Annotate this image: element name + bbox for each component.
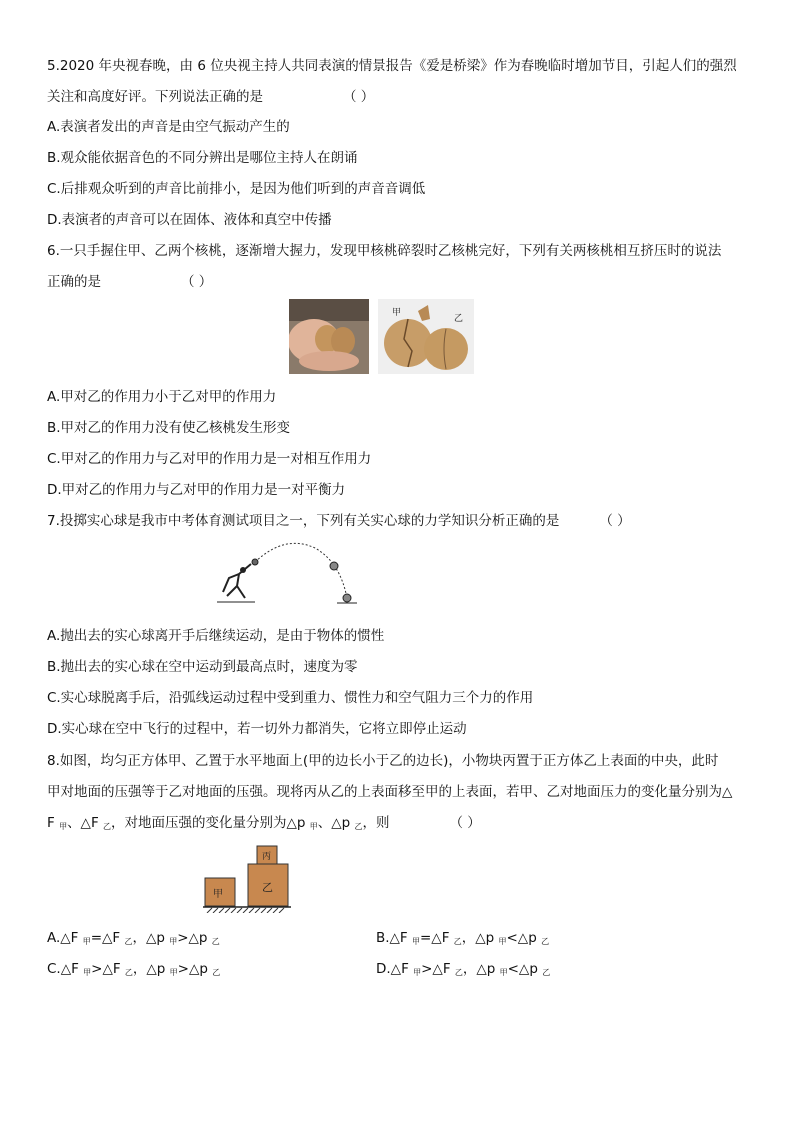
subscript: 甲 [498, 937, 507, 946]
q7-option-d: D.实心球在空中飞行的过程中，若一切外力都消失，它将立即停止运动 [47, 721, 467, 737]
walnut-label-b: 乙 [454, 314, 464, 324]
text-segment: B.△F [376, 930, 412, 946]
subscript: 乙 [211, 937, 220, 946]
text-segment: <△p [507, 961, 543, 977]
answer-parens: （ ） [181, 274, 213, 290]
subscript: 乙 [212, 968, 221, 977]
answer-parens: （ ） [343, 89, 375, 105]
subscript: 甲 [413, 968, 422, 977]
q5-stem-text: 关注和高度好评。下列说法正确的是 [47, 89, 263, 105]
q6-option-c: C.甲对乙的作用力与乙对甲的作用力是一对相互作用力 [47, 451, 372, 467]
subscript: 甲 [82, 937, 91, 946]
text-segment: D.△F [376, 961, 414, 977]
q5-stem-line1: 5.2020 年央视春晚，由 6 位央视主持人共同表演的情景报告《爱是桥梁》作为春晚临时增加节目，引起人们的强烈 [47, 58, 737, 74]
subscript: 乙 [541, 937, 550, 946]
text-segment: >△F [421, 961, 455, 977]
subscript: 甲 [169, 968, 178, 977]
q5-option-a: A.表演者发出的声音是由空气振动产生的 [47, 119, 290, 135]
walnuts-photo [378, 299, 474, 374]
text-segment: <△p [506, 930, 542, 946]
q7-stem-text: 7.投掷实心球是我市中考体育测试项目之一，下列有关实心球的力学知识分析正确的是 [47, 513, 560, 529]
q6-option-d: D.甲对乙的作用力与乙对甲的作用力是一对平衡力 [47, 482, 346, 498]
subscript: 甲 [499, 968, 508, 977]
text-segment: =△F [90, 930, 125, 946]
subscript: 乙 [124, 937, 133, 946]
text-segment: >△F [91, 961, 125, 977]
q8-stem-line3 [47, 814, 481, 836]
subscript: 乙 [454, 968, 463, 977]
text-segment: 、△F [67, 815, 104, 831]
hand-holding-walnuts-photo [289, 299, 369, 374]
q6-stem-line1: 6.一只手握住甲、乙两个核桃，逐渐增大握力，发现甲核桃碎裂时乙核桃完好，下列有关两核桃相互挤压时的说法 [47, 243, 722, 259]
subscript: 乙 [124, 968, 133, 977]
q8-option-a [47, 929, 220, 951]
walnut-label-a: 甲 [392, 308, 402, 318]
q6-stem-line2 [47, 273, 212, 291]
q7-option-c: C.实心球脱离手后，沿弧线运动过程中受到重力、惯性力和空气阻力三个力的作用 [47, 690, 534, 706]
text-segment: F [47, 815, 60, 831]
q8-option-c [47, 960, 220, 982]
q8-stem-text [47, 815, 390, 831]
text-segment: 、△p [317, 815, 355, 831]
answer-parens: （ ） [449, 815, 481, 831]
block-yi-label: 乙 [262, 881, 273, 894]
text-segment: ，△p [461, 930, 499, 946]
q8-option-b [376, 929, 549, 951]
q5-option-d: D.表演者的声音可以在固体、液体和真空中传播 [47, 212, 332, 228]
cubes-figure [203, 845, 293, 913]
block-bing-label: 丙 [262, 852, 272, 862]
text-segment: A.△F [47, 930, 83, 946]
q5-option-b: B.观众能依据音色的不同分辨出是哪位主持人在朗诵 [47, 150, 358, 166]
text-segment: ，△p [462, 961, 500, 977]
text-segment: ，△p [132, 961, 170, 977]
subscript: 甲 [309, 822, 318, 831]
subscript: 甲 [412, 937, 420, 946]
q6-option-b: B.甲对乙的作用力没有使乙核桃发生形变 [47, 420, 291, 436]
q7-stem [47, 512, 631, 530]
text-segment: ，△p [132, 930, 170, 946]
q6-option-a: A.甲对乙的作用力小于乙对甲的作用力 [47, 389, 277, 405]
text-segment: ，则 [362, 815, 390, 831]
subscript: 乙 [103, 822, 112, 831]
q7-option-b: B.抛出去的实心球在空中运动到最高点时，速度为零 [47, 659, 358, 675]
q8-stem-line1: 8.如图，均匀正方体甲、乙置于水平地面上(甲的边长小于乙的边长)，小物块丙置于正方体乙上表面的中央，此时 [47, 753, 719, 769]
text-segment: =△F [420, 930, 454, 946]
text-segment: ，对地面压强的变化量分别为△p [111, 815, 310, 831]
subscript: 甲 [169, 937, 178, 946]
q7-option-a: A.抛出去的实心球离开手后继续运动，是由于物体的惯性 [47, 628, 385, 644]
text-segment: C.△F [47, 961, 84, 977]
subscript: 甲 [83, 968, 92, 977]
q5-option-c: C.后排观众听到的声音比前排小，是因为他们听到的声音音调低 [47, 181, 426, 197]
subscript: 甲 [59, 822, 68, 831]
shot-put-trajectory-figure [215, 540, 360, 608]
subscript: 乙 [542, 968, 551, 977]
subscript: 乙 [453, 937, 462, 946]
text-segment: >△p [177, 961, 213, 977]
q5-stem-line2 [47, 88, 374, 106]
q6-stem-text: 正确的是 [47, 274, 101, 290]
q8-option-d [376, 960, 550, 982]
subscript: 乙 [354, 822, 363, 831]
answer-parens: （ ） [599, 513, 631, 529]
text-segment: >△p [177, 930, 212, 946]
block-jia-label: 甲 [213, 889, 223, 900]
q8-stem-line2: 甲对地面的压强等于乙对地面的压强。现将丙从乙的上表面移至甲的上表面，若甲、乙对地面压力的变化量分别为△ [47, 784, 733, 800]
